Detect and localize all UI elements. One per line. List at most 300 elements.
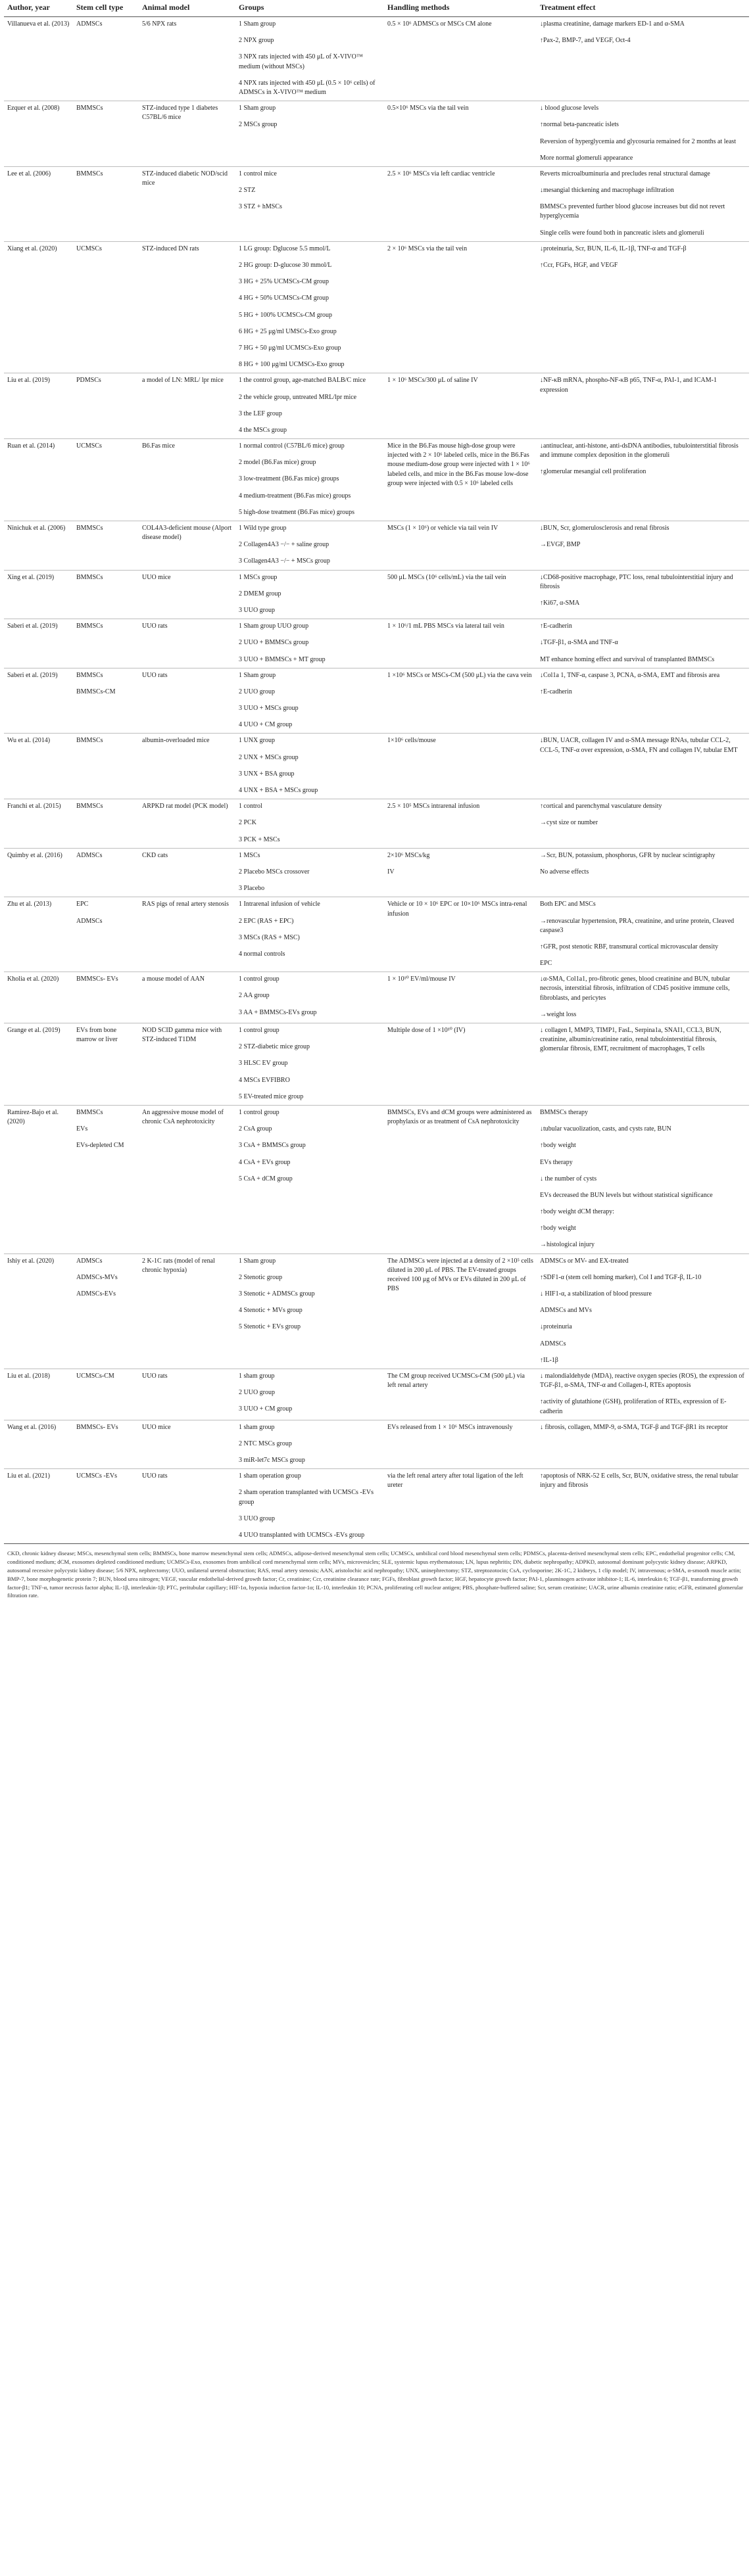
cell-groups-line: 4 UNX + BSA + MSCs group	[239, 787, 318, 794]
cell-stem-cell-type-line: BMMSCs	[76, 525, 103, 532]
cell-groups	[235, 848, 384, 897]
cell-author-year: Grange et al. (2019)	[4, 1023, 73, 1106]
cell-animal-model-line: UUO mice	[142, 1423, 171, 1431]
cell-groups-line: 8 HG + 100 μg/ml UCMSCs-Exo group	[239, 361, 345, 369]
cell-treatment-effect	[537, 1420, 749, 1469]
header-stem-cell-type: Stem cell type	[73, 0, 139, 17]
cell-treatment-effect	[537, 897, 749, 972]
cell-groups-line: 2 DMEM group	[239, 590, 281, 597]
cell-handling-methods-line: 2×10⁶ MSCs/kg	[387, 851, 430, 859]
cell-animal-model-line: UUO mice	[142, 573, 171, 581]
cell-treatment-effect-line: ↑glomerular mesangial cell proliferation	[540, 468, 646, 476]
cell-treatment-effect-line: ↓BUN, UACR, collagen IV and α-SMA message RNAs, tubular CCL-2, CCL-5, TNF-α over expression, α-SMA, FN and collagen IV, tubular EMT	[540, 737, 738, 754]
cell-stem-cell-type-line: EVs-depleted CM	[76, 1142, 124, 1150]
table-row	[4, 439, 749, 521]
cell-groups-line: 2 Placebo MSCs crossover	[239, 868, 310, 876]
cell-treatment-effect-line: ↑activity of glutathione (GSH), proliferation of RTEs, expression of E-cadherin	[540, 1398, 727, 1415]
cell-stem-cell-type	[73, 101, 139, 167]
cell-groups-line: 4 HG + 50% UCMSCs-CM group	[239, 294, 329, 302]
cell-stem-cell-type-line: BMMSCs	[76, 671, 103, 679]
cell-animal-model	[139, 619, 235, 668]
cell-handling-methods-line: 1 × 10¹⁰ EV/ml/mouse IV	[387, 975, 456, 983]
cell-stem-cell-type	[73, 668, 139, 734]
cell-handling-methods-line: IV	[387, 868, 395, 876]
cell-handling-methods-line: 2 × 10⁶ MSCs via the tail vein	[387, 245, 468, 252]
cell-groups-line: 3 UUO group	[239, 1514, 275, 1522]
cell-author-year: Liu et al. (2018)	[4, 1369, 73, 1420]
cell-animal-model-line: RAS pigs of renal artery stenosis	[142, 901, 229, 908]
cell-groups-line: 3 UUO + CM group	[239, 1405, 293, 1413]
cell-stem-cell-type-line: UCMSCs	[76, 245, 102, 252]
cell-handling-methods-line: Vehicle or 10 × 10⁶ EPC or 10×10⁶ MSCs intra-renal infusion	[387, 901, 527, 918]
cell-animal-model	[139, 1023, 235, 1106]
cell-groups	[235, 1023, 384, 1106]
cell-groups-line: 1 sham group	[239, 1423, 275, 1431]
cell-groups-line: 4 UUO transplanted with UCMSCs -EVs group	[239, 1532, 365, 1539]
cell-groups-line: 2 Collagen4A3 −/− + saline group	[239, 541, 329, 549]
cell-groups-line: 4 Stenotic + MVs group	[239, 1307, 303, 1315]
cell-groups-line: 2 NTC MSCs group	[239, 1440, 292, 1447]
cell-handling-methods-line: 1 × 10⁶/1 mL PBS MSCs via lateral tail vein	[387, 622, 504, 630]
cell-handling-methods-line: The ADMSCs were injected at a density of 2 ×10⁵ cells diluted in 200 μL of PBS. The EV-treated groups received 100 μg of MVs or EVs diluted in 200 μL of PBS	[387, 1257, 533, 1293]
cell-treatment-effect	[537, 373, 749, 439]
cell-groups	[235, 1420, 384, 1469]
cell-treatment-effect-line: ↓NF-κB mRNA, phospho-NF-κB p65, TNF-α, PAI-1, and ICAM-1 expression	[540, 377, 717, 394]
cell-stem-cell-type-line: BMMSCs	[76, 170, 103, 177]
cell-groups	[235, 799, 384, 849]
cell-author-year: Villanueva et al. (2013)	[4, 17, 73, 101]
cell-treatment-effect	[537, 439, 749, 521]
table-row	[4, 570, 749, 619]
cell-treatment-effect-line: →histological injury	[540, 1241, 595, 1249]
cell-treatment-effect-line: ↑Ki67, α-SMA	[540, 599, 580, 607]
cell-stem-cell-type	[73, 734, 139, 799]
cell-groups-line: 2 model (B6.Fas mice) group	[239, 459, 316, 467]
cell-treatment-effect-line: ADMSCs	[540, 1340, 566, 1347]
abbreviations-footnote: CKD, chronic kidney disease; MSCs, mesenchymal stem cells; BMMSCs, bone marrow mesenchymal stem cells; ADMSCs, adipose-derived mesenchymal stem cells; UCMSCs, umbilical cord blood mesenchymal stem cells; PDMSCs, placenta-derived mesenchymal stem cells; EPC, endothelial progenitor cells; CM, conditioned medium; dCM, exosomes depleted conditioned medium; UCMSCs-Exo, exosomes from umbilical cord mesenchymal stem cells; MVs, microvesicles; SLE, systemic lupus erythematosus; LN, lupus nephritis; DN, diabetic nephropathy; ADPKD, autosomal dominant polycystic kidney disease; ARPKD, autosomal recessive polycystic kidney disease; 5/6 NPX, nephrectomy; UUO, unilateral ureteral obstruction; RAS, renal artery stenosis; AAN, aristolochic acid nephropathy; UNX, uninephrectomy; STZ, streptozotocin; CsA, cyclosporine; 2K-1C, 2 kidneys, 1 clip model; IV, intravenous; α-SMA, α-smooth muscle actin; BMP-7, bone morphogenetic protein 7; BUN, blood urea nitrogen; VEGF, vascular endothelial-derived growth factor; Cr, creatinine; Ccr, creatinine clearance rate; FGFs, fibroblast growth factor; HGF, hepatocyte growth factor; PAI-1, plasminogen activator inhibitor-1; IL-6, interleukin 6; TGF-β1, transforming growth factor-β1; TNF-α, tumor necrosis factor alpha; IL-1β, interleukin-1β; PTC, peritubular capillary; HIF-1α, hypoxia induction factor-1α; IL-10, interleukin 10; PCNA, proliferating cell nuclear antigen; PBS, phosphate-buffered saline; Scr, serum creatinine; UACR, urine albumin creatinine ratio; eGFR, estimated glomerular filtration rate.	[7, 1550, 743, 1599]
cell-groups-line: 3 NPX rats injected with 450 μL of X-VIVO™ medium (without MSCs)	[239, 53, 363, 70]
cell-groups	[235, 734, 384, 799]
cell-stem-cell-type-line: ADMSCs	[76, 20, 103, 28]
cell-groups-line: 6 HG + 25 μg/ml UMSCs-Exo group	[239, 327, 337, 335]
cell-stem-cell-type	[73, 799, 139, 849]
cell-groups-line: 1 sham operation group	[239, 1472, 301, 1480]
cell-treatment-effect-line: ↓Col1a 1, TNF-α, caspase 3, PCNA, α-SMA, EMT and fibrosis area	[540, 671, 720, 679]
table-row	[4, 17, 749, 101]
cell-groups	[235, 521, 384, 571]
cell-groups-line: 2 UNX + MSCs group	[239, 753, 299, 761]
cell-stem-cell-type	[73, 166, 139, 241]
cell-groups	[235, 439, 384, 521]
cell-treatment-effect-line: EPC	[540, 960, 552, 968]
cell-animal-model-line: B6.Fas mice	[142, 442, 175, 450]
cell-groups	[235, 1253, 384, 1369]
cell-groups-line: 3 UUO + BMMSCs + MT group	[239, 655, 326, 663]
cell-stem-cell-type-line: UCMSCs -EVs	[76, 1472, 117, 1480]
cell-stem-cell-type	[73, 1023, 139, 1106]
cell-groups-line: 1 MSCs	[239, 851, 260, 859]
cell-treatment-effect-line: BMMSCs prevented further blood glucose increases but did not revert hyperglycemia	[540, 203, 725, 220]
cell-handling-methods	[384, 972, 537, 1023]
cell-animal-model-line: STZ-induced DN rats	[142, 245, 199, 252]
cell-handling-methods-line: EVs released from 1 × 10⁶ MSCs intravenously	[387, 1423, 513, 1431]
cell-animal-model	[139, 1369, 235, 1420]
cell-treatment-effect	[537, 848, 749, 897]
cell-animal-model	[139, 439, 235, 521]
cell-animal-model-line: STZ-induced diabetic NOD/scid mice	[142, 170, 228, 187]
cell-groups-line: 5 Stenotic + EVs group	[239, 1323, 301, 1331]
cell-groups-line: 4 CsA + EVs group	[239, 1158, 291, 1166]
cell-animal-model-line: STZ-induced type 1 diabetes C57BL/6 mice	[142, 105, 218, 122]
cell-treatment-effect-line: ↑SDF1-α (stem cell homing marker), Col I and TGF-β, IL-10	[540, 1273, 702, 1281]
cell-handling-methods-line: 1×10⁶ cells/mouse	[387, 737, 436, 745]
table-row	[4, 521, 749, 571]
cell-groups-line: 3 UUO + MSCs group	[239, 705, 299, 713]
cell-handling-methods	[384, 241, 537, 373]
cell-groups-line: 1 normal control (C57BL/6 mice) group	[239, 442, 345, 450]
cell-groups-line: 1 control	[239, 803, 262, 810]
cell-groups-line: 2 Stenotic group	[239, 1273, 283, 1281]
cell-handling-methods	[384, 1369, 537, 1420]
cell-treatment-effect-line: ↑Pax-2, BMP-7, and VEGF, Oct-4	[540, 37, 631, 45]
cell-groups-line: 4 medium-treatment (B6.Fas mice) groups	[239, 492, 351, 500]
cell-treatment-effect-line: ↓mesangial thickening and macrophage infiltration	[540, 187, 674, 195]
cell-groups	[235, 972, 384, 1023]
cell-author-year: Xiang et al. (2020)	[4, 241, 73, 373]
cell-treatment-effect-line: ↓ fibrosis, collagen, MMP-9, α-SMA, TGF-β and TGF-βR1 its receptor	[540, 1423, 728, 1431]
cell-animal-model	[139, 1105, 235, 1253]
cell-treatment-effect	[537, 1469, 749, 1544]
cell-treatment-effect-line: →weight loss	[540, 1010, 577, 1018]
cell-treatment-effect-line: ↑body weight	[540, 1225, 576, 1232]
cell-treatment-effect-line: Single cells were found both in pancreatic islets and glomeruli	[540, 229, 704, 237]
cell-stem-cell-type	[73, 897, 139, 972]
cell-treatment-effect-line: ↓TGF-β1, α-SMA and TNF-α	[540, 639, 618, 647]
cell-groups-line: 1 LG group: Dglucose 5.5 mmol/L	[239, 245, 331, 252]
cell-groups-line: 2 sham operation transplanted with UCMSCs -EVs group	[239, 1489, 374, 1506]
cell-groups-line: 3 miR-let7c MSCs group	[239, 1457, 305, 1464]
cell-treatment-effect	[537, 1369, 749, 1420]
cell-author-year: Saberi et al. (2019)	[4, 619, 73, 668]
cell-author-year: Quimby et al. (2016)	[4, 848, 73, 897]
cell-animal-model-line: UUO rats	[142, 1472, 168, 1480]
cell-animal-model-line: UUO rats	[142, 671, 168, 679]
cell-stem-cell-type	[73, 848, 139, 897]
cell-animal-model	[139, 897, 235, 972]
cell-treatment-effect-line: →cyst size or number	[540, 819, 598, 827]
cell-treatment-effect-line: ADMSCs and MVs	[540, 1307, 592, 1315]
cell-treatment-effect	[537, 101, 749, 167]
cell-author-year: Ruan et al. (2014)	[4, 439, 73, 521]
cell-treatment-effect-line: ↑cortical and parenchymal vasculature density	[540, 803, 662, 810]
cell-treatment-effect-line: More normal glomeruli appearance	[540, 154, 633, 162]
cell-stem-cell-type-line: ADMSCs	[76, 917, 103, 925]
cell-groups-line: 3 UNX + BSA group	[239, 770, 295, 778]
cell-groups-line: 1 control group	[239, 1108, 279, 1116]
cell-handling-methods	[384, 799, 537, 849]
cell-groups-line: 1 Sham group	[239, 20, 276, 28]
cell-animal-model-line: UUO rats	[142, 622, 168, 630]
cell-treatment-effect-line: BMMSCs therapy	[540, 1108, 589, 1116]
cell-stem-cell-type	[73, 972, 139, 1023]
cell-groups-line: 3 Collagen4A3 −/− + MSCs group	[239, 557, 330, 565]
table-body	[4, 17, 749, 1544]
cell-animal-model-line: NOD SCID gamma mice with STZ-induced T1DM	[142, 1027, 222, 1044]
cell-treatment-effect-line: ↑IL-1β	[540, 1356, 558, 1364]
cell-treatment-effect-line: ADMSCs or MV- and EX-treated	[540, 1257, 629, 1265]
cell-author-year: Lee et al. (2006)	[4, 166, 73, 241]
cell-groups-line: 3 STZ + hMSCs	[239, 203, 282, 211]
cell-stem-cell-type	[73, 1469, 139, 1544]
cell-groups-line: 3 Stenotic + ADMSCs group	[239, 1290, 315, 1298]
cell-stem-cell-type-line: BMMSCs	[76, 622, 103, 630]
cell-treatment-effect	[537, 734, 749, 799]
cell-treatment-effect-line: ↑body weight dCM therapy:	[540, 1208, 615, 1216]
cell-groups-line: 3 MSCs (RAS + MSC)	[239, 933, 300, 941]
cell-treatment-effect-line: Both EPC and MSCs	[540, 901, 596, 908]
cell-groups	[235, 1105, 384, 1253]
cell-treatment-effect	[537, 619, 749, 668]
cell-treatment-effect	[537, 17, 749, 101]
cell-treatment-effect-line: ↑GFR, post stenotic RBF, transmural cortical microvascular density	[540, 943, 719, 950]
cell-stem-cell-type	[73, 1253, 139, 1369]
cell-groups-line: 2 CsA group	[239, 1125, 272, 1133]
cell-treatment-effect-line: ↓CD68-positive macrophage, PTC loss, renal tubulointerstitial injury and fibrosis	[540, 573, 733, 590]
cell-groups-line: 2 the vehicle group, untreated MRL/lpr mice	[239, 393, 357, 401]
cell-groups-line: 2 STZ	[239, 187, 256, 195]
cell-treatment-effect-line: Reversion of hyperglycemia and glycosuria remained for 2 months at least	[540, 137, 737, 145]
cell-groups-line: 3 CsA + BMMSCs group	[239, 1142, 306, 1150]
cell-groups-line: 2 PCK	[239, 819, 256, 827]
table-row	[4, 166, 749, 241]
cell-treatment-effect-line: →EVGF, BMP	[540, 541, 581, 549]
cell-groups-line: 3 the LEF group	[239, 410, 282, 417]
cell-animal-model-line: a model of LN: MRL/ lpr mice	[142, 377, 224, 385]
cell-animal-model	[139, 799, 235, 849]
cell-stem-cell-type	[73, 17, 139, 101]
cell-groups-line: 2 STZ-diabetic mice group	[239, 1043, 310, 1051]
cell-animal-model-line: UUO rats	[142, 1372, 168, 1380]
cell-treatment-effect-line: MT enhance homing effect and survival of transplanted BMMSCs	[540, 655, 715, 663]
cell-animal-model	[139, 668, 235, 734]
table-row	[4, 1023, 749, 1106]
cell-groups	[235, 619, 384, 668]
cell-animal-model	[139, 17, 235, 101]
cell-animal-model-line: An aggressive mouse model of chronic CsA nephrotoxicity	[142, 1108, 224, 1126]
cell-stem-cell-type-line: BMMSCs-CM	[76, 688, 116, 695]
cell-treatment-effect-line: ↓proteinuria	[540, 1323, 572, 1331]
cell-handling-methods	[384, 848, 537, 897]
table-row	[4, 619, 749, 668]
cell-handling-methods	[384, 166, 537, 241]
header-groups: Groups	[235, 0, 384, 17]
cell-groups-line: 1 Intrarenal infusion of vehicle	[239, 901, 320, 908]
cell-groups-line: 1 Wild type group	[239, 525, 287, 532]
cell-handling-methods	[384, 570, 537, 619]
cell-animal-model	[139, 166, 235, 241]
cell-handling-methods	[384, 897, 537, 972]
cell-stem-cell-type-line: ADMSCs	[76, 851, 103, 859]
cell-stem-cell-type-line: ADMSCs-MVs	[76, 1273, 118, 1281]
cell-author-year: Liu et al. (2021)	[4, 1469, 73, 1544]
cell-stem-cell-type-line: EPC	[76, 901, 89, 908]
cell-author-year: Wang et al. (2016)	[4, 1420, 73, 1469]
cell-author-year: Kholia et al. (2020)	[4, 972, 73, 1023]
cell-treatment-effect-line: ↓plasma creatinine, damage markers ED-1 and α-SMA	[540, 20, 685, 28]
cell-handling-methods	[384, 668, 537, 734]
cell-animal-model	[139, 734, 235, 799]
cell-treatment-effect	[537, 972, 749, 1023]
cell-stem-cell-type-line: BMMSCs- EVs	[76, 1423, 118, 1431]
cell-animal-model-line: albumin-overloaded mice	[142, 737, 210, 745]
cell-groups-line: 2 UUO group	[239, 688, 275, 695]
cell-groups	[235, 668, 384, 734]
cell-groups-line: 4 MSCs EVFIBRO	[239, 1076, 290, 1084]
cell-groups-line: 3 PCK + MSCs	[239, 835, 280, 843]
cell-animal-model	[139, 1253, 235, 1369]
header-treatment-effect: Treatment effect	[537, 0, 749, 17]
cell-stem-cell-type-line: BMMSCs- EVs	[76, 975, 118, 983]
cell-groups-line: 4 UUO + CM group	[239, 721, 293, 729]
cell-handling-methods	[384, 521, 537, 571]
cell-handling-methods	[384, 439, 537, 521]
cell-groups	[235, 897, 384, 972]
cell-groups-line: 4 normal controls	[239, 950, 285, 958]
cell-handling-methods	[384, 1253, 537, 1369]
cell-groups-line: 3 low-treatment (B6.Fas mice) groups	[239, 475, 339, 483]
cell-treatment-effect-line: ↑normal beta-pancreatic islets	[540, 121, 619, 129]
cell-treatment-effect	[537, 166, 749, 241]
cell-groups-line: 3 Placebo	[239, 885, 265, 893]
cell-handling-methods-line: 0.5 × 10⁶ ADMSCs or MSCs CM alone	[387, 20, 492, 28]
cell-animal-model	[139, 1469, 235, 1544]
table-row	[4, 101, 749, 167]
cell-animal-model-line: CKD cats	[142, 851, 168, 859]
cell-handling-methods-line: 1 × 10⁶ MSCs/300 μL of saline IV	[387, 377, 478, 385]
table-row	[4, 734, 749, 799]
cell-treatment-effect-line: →Scr, BUN, potassium, phosphorus, GFR by nuclear scintigraphy	[540, 851, 716, 859]
cell-handling-methods-line: 0.5×10⁶ MSCs via the tail vein	[387, 105, 469, 112]
cell-treatment-effect-line: ↑Ccr, FGFs, HGF, and VEGF	[540, 262, 618, 269]
cell-treatment-effect-line: ↓proteinuria, Scr, BUN, IL-6, IL-1β, TNF-α and TGF-β	[540, 245, 687, 252]
cell-groups-line: 7 HG + 50 μg/ml UCMSCs-Exo group	[239, 344, 341, 352]
cell-stem-cell-type-line: BMMSCs	[76, 1108, 103, 1116]
cell-treatment-effect	[537, 570, 749, 619]
cell-groups-line: 2 UUO group	[239, 1389, 275, 1397]
cell-treatment-effect-line: ↑body weight	[540, 1142, 576, 1150]
cell-animal-model-line: COL4A3-deficient mouse (Alport disease model)	[142, 525, 232, 542]
cell-author-year: Liu et al. (2019)	[4, 373, 73, 439]
cell-stem-cell-type-line: BMMSCs	[76, 105, 103, 112]
cell-stem-cell-type	[73, 521, 139, 571]
cell-stem-cell-type	[73, 373, 139, 439]
cell-groups	[235, 1369, 384, 1420]
table-row	[4, 848, 749, 897]
cell-animal-model	[139, 521, 235, 571]
cell-treatment-effect	[537, 521, 749, 571]
cell-groups-line: 2 HG group: D-glucose 30 mmol/L	[239, 262, 332, 269]
cell-stem-cell-type-line: EVs	[76, 1125, 88, 1133]
cell-stem-cell-type	[73, 1420, 139, 1469]
table-row	[4, 1105, 749, 1253]
cell-animal-model-line: a mouse model of AAN	[142, 975, 205, 983]
table-row	[4, 799, 749, 849]
cell-handling-methods	[384, 17, 537, 101]
cell-animal-model	[139, 570, 235, 619]
cell-stem-cell-type	[73, 241, 139, 373]
cell-author-year: Saberi et al. (2019)	[4, 668, 73, 734]
cell-treatment-effect-line: ↓ malondialdehyde (MDA), reactive oxygen species (ROS), the expression of TGF-β1, α-SMA, TNF-α and Collagen-I, RTEs apoptosis	[540, 1372, 744, 1390]
cell-handling-methods	[384, 619, 537, 668]
cell-groups-line: 3 HLSC EV group	[239, 1060, 288, 1067]
cell-stem-cell-type	[73, 1105, 139, 1253]
cell-stem-cell-type-line: ADMSCs-EVs	[76, 1290, 116, 1298]
cell-groups-line: 1 control group	[239, 975, 279, 983]
cell-treatment-effect-line: ↓ HIF1-α, a stabilization of blood pressure	[540, 1290, 652, 1298]
cell-stem-cell-type-line: UCMSCs	[76, 442, 102, 450]
cell-stem-cell-type-line: BMMSCs	[76, 803, 103, 810]
cell-stem-cell-type-line: BMMSCs	[76, 573, 103, 581]
cell-handling-methods-line: 2.5 × 10⁵ MSCs intrarenal infusion	[387, 803, 480, 810]
cell-treatment-effect-line: EVs therapy	[540, 1158, 573, 1166]
cell-groups	[235, 241, 384, 373]
cell-treatment-effect-line: EVs decreased the BUN levels but without statistical significance	[540, 1191, 713, 1199]
cell-treatment-effect-line: No adverse effects	[540, 868, 589, 876]
cell-author-year: Ramírez-Bajo et al. (2020)	[4, 1105, 73, 1253]
table-row	[4, 1369, 749, 1420]
cell-author-year: Xing et al. (2019)	[4, 570, 73, 619]
table-row	[4, 972, 749, 1023]
table-row	[4, 668, 749, 734]
cell-handling-methods	[384, 373, 537, 439]
cell-handling-methods-line: 2.5 × 10⁶ MSCs via left cardiac ventricle	[387, 170, 495, 177]
cell-author-year: Zhu et al. (2013)	[4, 897, 73, 972]
table-row	[4, 1253, 749, 1369]
table-row	[4, 373, 749, 439]
cell-treatment-effect-line: ↓antinuclear, anti-histone, anti-dsDNA antibodies, tubulointerstitial fibrosis and immune complex deposition in the glomeruli	[540, 442, 739, 459]
cell-groups-line: 4 the MSCs group	[239, 426, 287, 434]
cell-treatment-effect-line: ↓ the number of cysts	[540, 1175, 597, 1183]
cell-groups-line: 2 MSCs group	[239, 121, 278, 129]
cell-groups-line: 1 the control group, age-matched BALB/C mice	[239, 377, 366, 385]
cell-handling-methods	[384, 1420, 537, 1469]
cell-handling-methods	[384, 1469, 537, 1544]
cell-treatment-effect-line: ↓tubular vacuolization, casts, and cysts rate, BUN	[540, 1125, 671, 1133]
cell-stem-cell-type-line: ADMSCs	[76, 1257, 103, 1265]
cell-animal-model	[139, 848, 235, 897]
cell-stem-cell-type-line: EVs from bone marrow or liver	[76, 1027, 118, 1044]
cell-groups-line: 2 EPC (RAS + EPC)	[239, 917, 294, 925]
cell-animal-model	[139, 101, 235, 167]
cell-handling-methods-line: via the left renal artery after total ligation of the left ureter	[387, 1472, 523, 1489]
cell-treatment-effect-line: ↓α-SMA, Col1a1, pro-fibrotic genes, blood creatinine and BUN, tubular necrosis, interstitial fibrosis, infiltration of CD45 positive immune cells, fibroblasts, and pericytes	[540, 975, 731, 1002]
cell-groups	[235, 166, 384, 241]
cell-handling-methods-line: 500 μL MSCs (10⁶ cells/mL) via the tail vein	[387, 573, 506, 581]
cell-groups-line: 1 Sham group	[239, 671, 276, 679]
cell-treatment-effect	[537, 241, 749, 373]
table-row	[4, 241, 749, 373]
cell-handling-methods-line: Mice in the B6.Fas mouse high-dose group were injected with 2 × 10⁶ labeled cells, mice in the B6.Fas mouse medium-dose group were injected with 1 × 10⁶ labeled cells, and mice in the B6.Fas mouse low-dose group were injected with 0.5 × 10⁶ labeled cells	[387, 442, 530, 487]
table-header-row	[4, 0, 749, 17]
cell-stem-cell-type	[73, 619, 139, 668]
cell-animal-model	[139, 373, 235, 439]
cell-groups-line: 4 NPX rats injected with 450 μL (0.5 × 10⁶ cells) of ADMSCs in X-VIVO™ medium	[239, 79, 376, 96]
cell-treatment-effect	[537, 1023, 749, 1106]
cell-handling-methods	[384, 1023, 537, 1106]
cell-groups-line: 2 UUO + BMMSCs group	[239, 639, 309, 647]
cell-treatment-effect	[537, 799, 749, 849]
cell-treatment-effect-line: ↓ blood glucose levels	[540, 105, 599, 112]
